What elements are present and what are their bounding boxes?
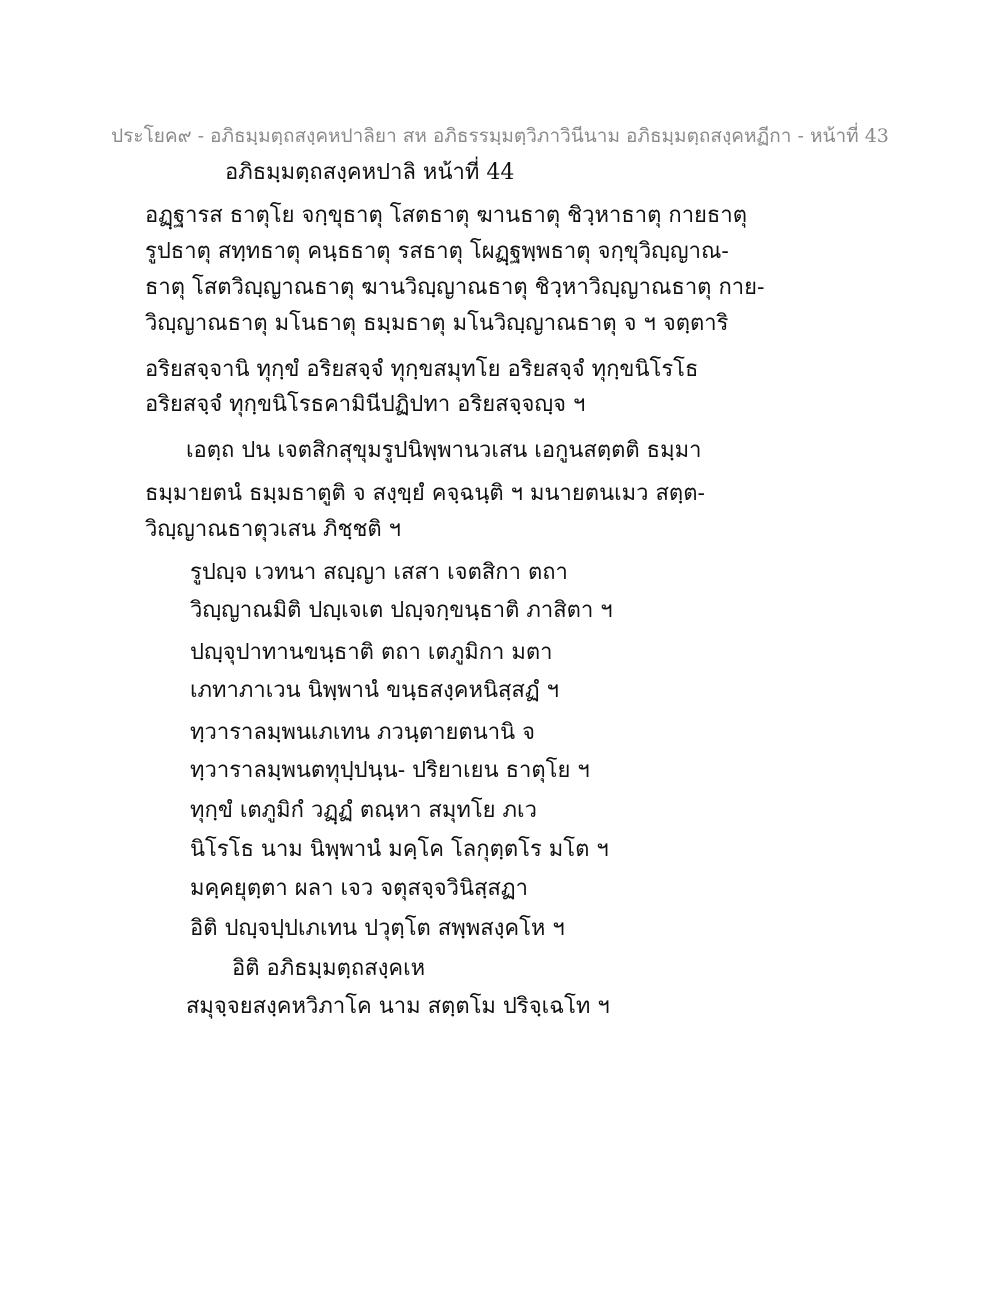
paragraph-line: วิญฺญาณธาตุ มโนธาตุ ธมฺมธาตุ มโนวิญฺญาณธาตุ จ ฯ จตฺตาริ: [145, 311, 729, 336]
verse-line: ทฺวาราลมฺพนตทุปฺปนฺน- ปริยาเยน ธาตุโย ฯ: [190, 758, 590, 783]
paragraph-line: อริยสจฺจํ ทุกฺขนิโรธคามินีปฏิปทา อริยสจฺจญฺจ ฯ: [145, 392, 586, 417]
closing-line: สมุจฺจยสงฺคหวิภาโค นาม สตฺตโม ปริจฺเฉโท ฯ: [186, 994, 610, 1019]
verse-line: ปญฺจุปาทานขนฺธาติ ตถา เตภูมิกา มตา: [190, 640, 553, 665]
paragraph-line: อฏฺฐารส ธาตุโย จกฺขุธาตุ โสตธาตุ ฆานธาตุ ชิวฺหาธาตุ กายธาตุ: [145, 203, 748, 228]
verse-line: รูปญฺจ เวทนา สญฺญา เสสา เจตสิกา ตถา: [190, 560, 568, 585]
closing-line: อิติ อภิธมฺมตฺถสงฺคเห: [232, 956, 426, 981]
verse-line: มคฺคยุตฺตา ผลา เจว จตุสจฺจวินิสฺสฏา: [190, 876, 528, 901]
verse-line: เภทาภาเวน นิพฺพานํ ขนฺธสงฺคหนิสฺสฏํ ฯ: [190, 678, 559, 703]
verse-line: อิติ ปญฺจปฺปเภเทน ปวุตฺโต สพฺพสงฺคโห ฯ: [190, 916, 565, 941]
paragraph-line: วิญฺญาณธาตุวเสน ภิชฺชติ ฯ: [145, 517, 402, 542]
paragraph-line: เอตฺถ ปน เจตสิกสุขุมรูปนิพฺพานวเสน เอกูนสตฺตติ ธมฺมา: [186, 438, 702, 463]
verse-line: นิโรโธ นาม นิพฺพานํ มคฺโค โลกุตฺตโร มโต ฯ: [190, 837, 609, 862]
paragraph-line: อริยสจฺจานิ ทุกฺขํ อริยสจฺจํ ทุกฺขสมุทโย อริยสจฺจํ ทุกฺขนิโรโธ: [145, 357, 699, 382]
running-header: ประโยค๙ - อภิธมฺมตฺถสงฺคหปาลิยา สห อภิธรรมฺมตฺวิภาวินีนาม อภิธมฺมตฺถสงฺคหฏีกา - หน้าที่ 43: [111, 125, 889, 147]
paragraph-line: ธมฺมายตนํ ธมฺมธาตูติ จ สงฺขฺยํ คจฺฉนฺติ ฯ มนายตนเมว สตฺต-: [145, 481, 705, 506]
page-title: อภิธมฺมตฺถสงฺคหปาลิ หน้าที่ 44: [225, 160, 515, 185]
paragraph-line: รูปธาตุ สทฺทธาตุ คนฺธธาตุ รสธาตุ โผฏฺฐพฺพธาตุ จกฺขุวิญฺญาณ-: [145, 239, 729, 264]
paragraph-line: ธาตุ โสตวิญฺญาณธาตุ ฆานวิญฺญาณธาตุ ชิวฺหาวิญฺญาณธาตุ กาย-: [145, 275, 765, 300]
verse-line: วิญฺญาณมิติ ปญฺเจเต ปญฺจกฺขนฺธาติ ภาสิตา ฯ: [190, 598, 613, 623]
verse-line: ทฺวาราลมฺพนเภเทน ภวนฺตายตนานิ จ: [190, 720, 536, 745]
verse-line: ทุกฺขํ เตภูมิกํ วฏฺฏํ ตณฺหา สมุทโย ภเว: [190, 798, 537, 823]
